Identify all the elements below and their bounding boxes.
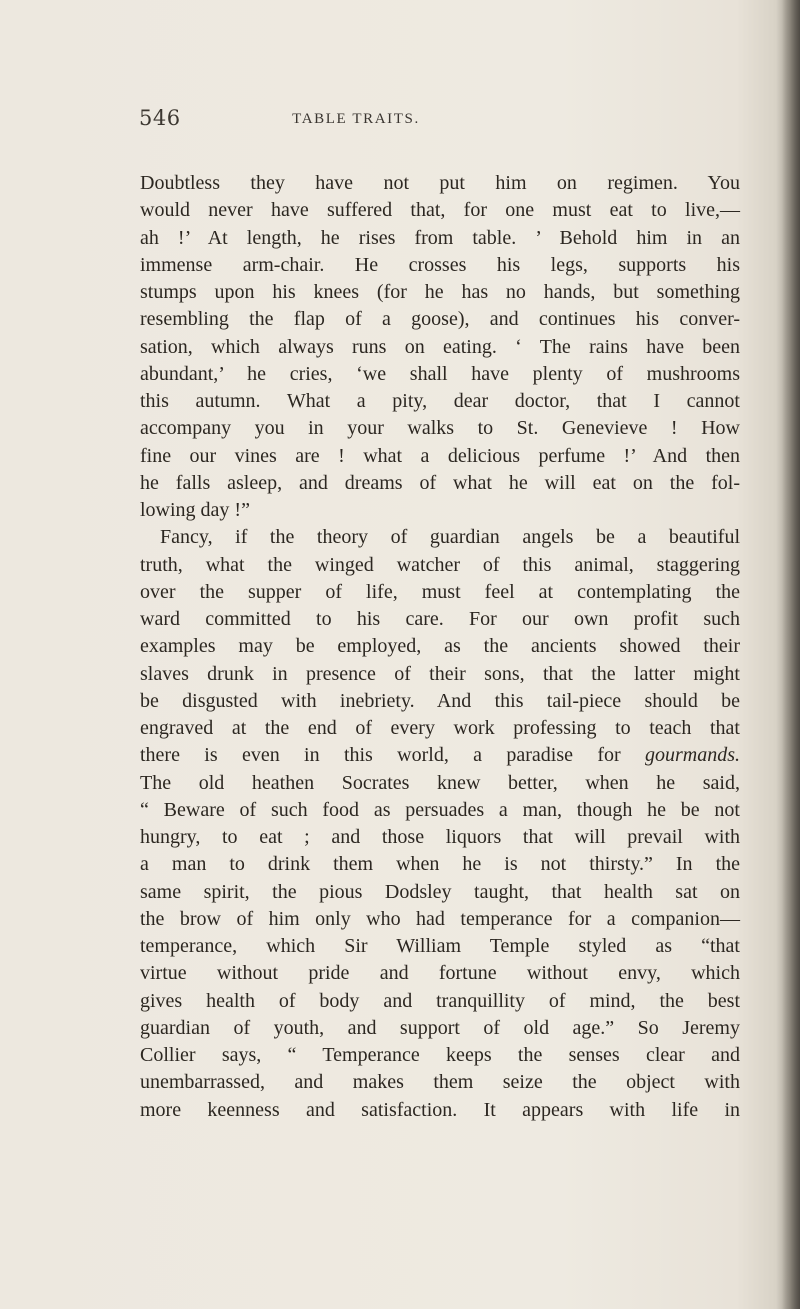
text-line: guardian of youth, and support of old age.” So Jeremy — [140, 1016, 740, 1039]
text-line: examples may be employed, as the ancients showed their — [140, 635, 740, 658]
text-line: stumps upon his knees (for he has no hands, but something — [140, 281, 740, 303]
text-line: the brow of him only who had temperance for a companion— — [140, 907, 740, 930]
text-line: lowing day !” — [140, 499, 250, 521]
text-line: a man to drink them when he is not thirsty.” In the — [140, 853, 740, 876]
text-line: engraved at the end of every work professing to teach that — [140, 717, 740, 739]
page-number: 546 — [139, 106, 181, 130]
text-line: gives health of body and tranquillity of mind, the best — [140, 989, 740, 1012]
text-line: abundant,’ he cries, ‘we shall have plenty of mushrooms — [140, 362, 740, 385]
text-line: slaves drunk in presence of their sons, that the latter might — [140, 662, 740, 685]
running-head — [139, 106, 719, 132]
text-line-with-italic — [140, 742, 740, 769]
text-line: The old heathen Socrates knew better, when he said, — [140, 771, 740, 794]
text-line: hungry, to eat ; and those liquors that will prevail with — [140, 826, 740, 848]
page-edge-shadow — [782, 0, 800, 1309]
text-line: he falls asleep, and dreams of what he will eat on the fol- — [140, 471, 740, 494]
text-line: resembling the flap of a goose), and continues his conver- — [140, 308, 740, 331]
text-line: be disgusted with inebriety. And this tail-piece should be — [140, 689, 740, 712]
text-line: temperance, which Sir William Temple styled as “that — [140, 935, 740, 957]
running-head-title: TABLE TRAITS. — [292, 111, 420, 127]
line-text: there is even in this world, a paradise for — [140, 744, 621, 767]
text-line: this autumn. What a pity, dear doctor, that I cannot — [140, 390, 740, 412]
italic-word: gourmands. — [645, 744, 741, 767]
text-line: same spirit, the pious Dodsley taught, that health sat on — [140, 880, 740, 903]
text-line: more keenness and satisfaction. It appears with life in — [140, 1098, 740, 1121]
text-line: fine our vines are ! what a delicious perfume !’ And then — [140, 444, 740, 467]
text-line: ward committed to his care. For our own profit such — [140, 608, 740, 630]
text-line: immense arm-chair. He crosses his legs, supports his — [140, 253, 740, 276]
text-line: Collier says, “ Temperance keeps the senses clear and — [140, 1044, 740, 1066]
text-line: unembarrassed, and makes them seize the object with — [140, 1071, 740, 1094]
text-line: Doubtless they have not put him on regimen. You — [140, 172, 740, 194]
text-line: accompany you in your walks to St. Genevieve ! How — [140, 417, 740, 440]
text-line: truth, what the winged watcher of this animal, staggering — [140, 553, 740, 576]
text-line: would never have suffered that, for one must eat to live,— — [140, 199, 740, 222]
text-line: ah !’ At length, he rises from table. ’ Behold him in an — [140, 226, 740, 249]
text-line: over the supper of life, must feel at contemplating the — [140, 580, 740, 603]
text-line: sation, which always runs on eating. ‘ The rains have been — [140, 335, 740, 358]
body-text — [140, 170, 740, 1124]
text-line: virtue without pride and fortune without envy, which — [140, 962, 740, 985]
text-line: Fancy, if the theory of guardian angels be a beautiful — [160, 526, 740, 549]
text-line: “ Beware of such food as persuades a man, though he be not — [140, 798, 740, 821]
